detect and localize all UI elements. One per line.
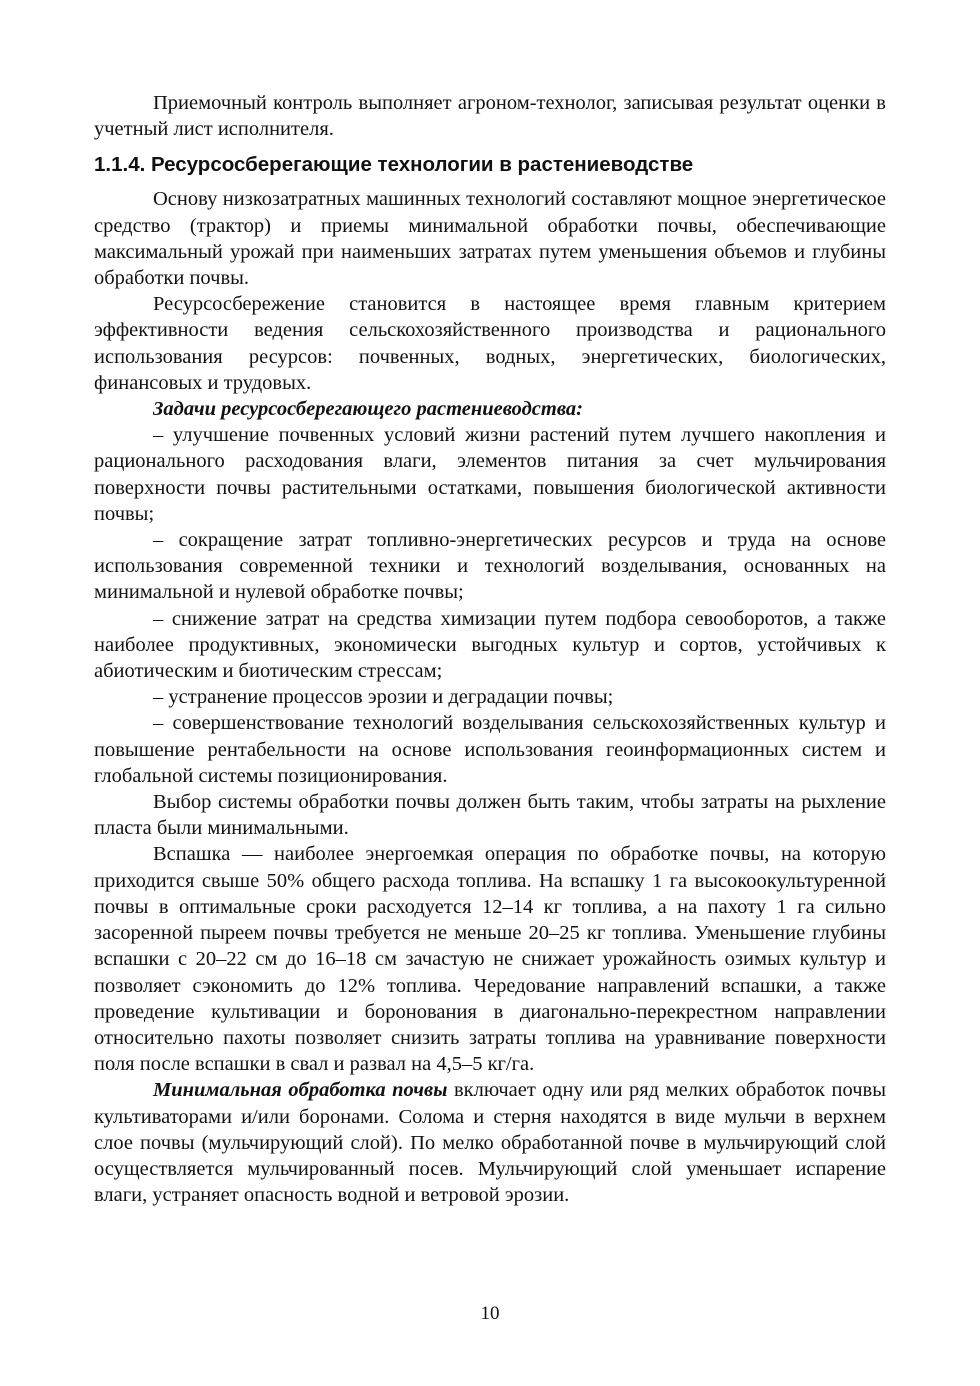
intro-paragraph: Приемочный контроль выполняет агроном-технолог, записывая результат оценки в учетный лист исполнителя. bbox=[94, 92, 886, 141]
paragraph-minimal-tillage bbox=[94, 1077, 886, 1208]
task-item: – улучшение почвенных условий жизни растений путем лучшего накопления и рационального расходования влаги, элементов питания за счет мульчирования поверхности почвы растительными остатками, повышения биологической активности почвы; bbox=[94, 424, 886, 525]
paragraph-plowing: Вспашка — наиболее энергоемкая операция по обработке почвы, на которую приходится свыше 50% общего расхода топлива. На вспашку 1 га высокоокультуренной почвы в оптимальные сроки расходуется 12–14 кг топлива, а на пахоту 1 га сильно засоренной пыреем почвы требуется не меньше 20–25 кг топлива. Уменьшение глубины вспашки с 20–22 см до 16–18 см зачастую не снижает урожайность озимых культур и позволяет сэкономить до 12% топлива. Чередование направлений вспашки, а также проведение культивации и боронования в диагонально-перекрестном направлении относительно пахоты позволяет снизить затраты топлива на уравнивание поверхности поля после вспашки в свал и развал на 4,5–5 кг/га. bbox=[94, 843, 886, 1076]
paragraph-resource-saving: Ресурсосбережение становится в настоящее время главным критерием эффективности ведения сельскохозяйственного производства и рационального использования ресурсов: почвенных, водных, энергетических, биологических, финансовых и трудовых. bbox=[94, 293, 886, 394]
paragraph-low-cost-technologies: Основу низкозатратных машинных технологий составляют мощное энергетическое средство (трактор) и приемы минимальной обработки почвы, обеспечивающие максимальный урожай при наименьших затратах путем уменьшения объемов и глубины обработки почвы. bbox=[94, 188, 886, 290]
tasks-title: Задачи ресурсосберегающего растениеводства: bbox=[153, 398, 583, 421]
minimal-tillage-term: Минимальная обработка почвы bbox=[153, 1079, 448, 1102]
section-heading: 1.1.4. Ресурсосберегающие технологии в растениеводстве bbox=[94, 153, 694, 177]
task-item: – устранение процессов эрозии и деградации почвы; bbox=[153, 686, 614, 709]
page-body bbox=[94, 90, 886, 1208]
task-item: – совершенствование технологий возделывания сельскохозяйственных культур и повышение рентабельности на основе использования геоинформационных систем и глобальной системы позиционирования. bbox=[94, 712, 886, 787]
minimal-tillage-text: включает одну или ряд мелких обработок почвы культиваторами и/или боронами. Солома и стерня находятся в виде мульчи в верхнем слое почвы (мульчирующий слой). По мелко обработанной почве в мульчирующий слой осуществляется мульчированный посев. Мульчирующий слой уменьшает испарение влаги, устраняет опасность водной и ветровой эрозии. bbox=[94, 1079, 886, 1207]
task-item: – сокращение затрат топливно-энергетических ресурсов и труда на основе использования современной техники и технологий возделывания, основанных на минимальной и нулевой обработке почвы; bbox=[94, 529, 886, 604]
task-item: – снижение затрат на средства химизации путем подбора севооборотов, а также наиболее продуктивных, экономически выгодных культур и сортов, устойчивых к абиотическим и биотическим стрессам; bbox=[94, 607, 886, 683]
paragraph-tillage-choice: Выбор системы обработки почвы должен быть таким, чтобы затраты на рыхление пласта были минимальными. bbox=[94, 791, 886, 840]
page-number: 10 bbox=[480, 1303, 500, 1324]
